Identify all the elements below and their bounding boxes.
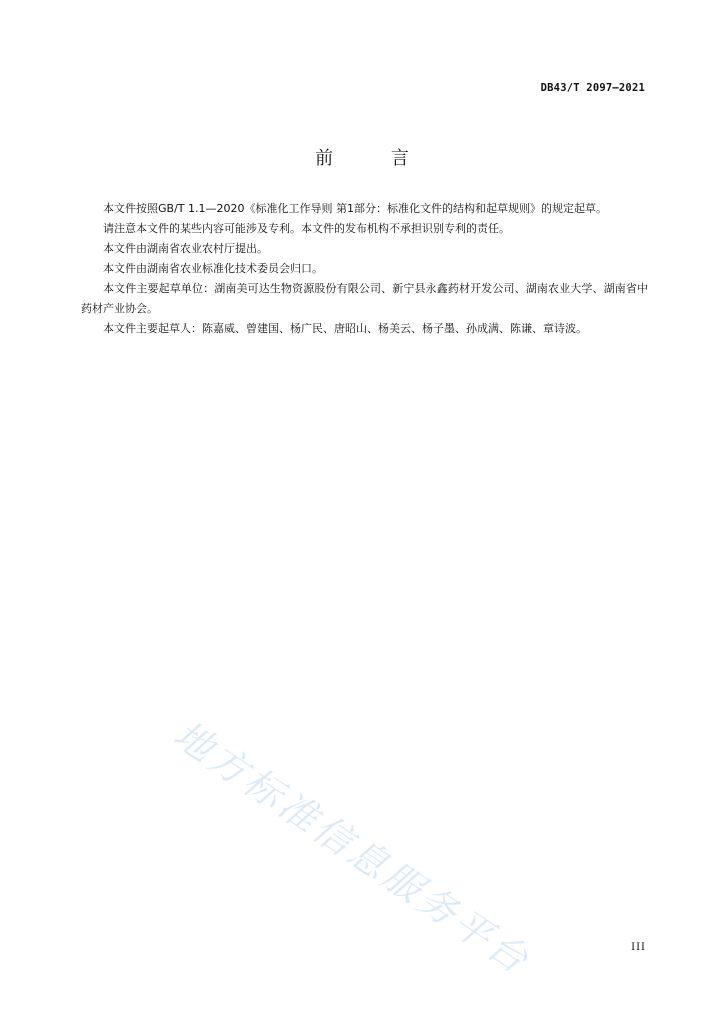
page-number: III — [631, 942, 646, 953]
paragraph-drafting-rules: 本文件按照GB/T 1.1—2020《标准化工作导则 第1部分：标准化文件的结构和起草规则》的规定起草。 — [103, 202, 607, 215]
paragraph-drafters: 本文件主要起草人：陈嘉威、曾建国、杨广民、唐昭山、杨美云、杨子墨、孙成满、陈谦、章诗波。 — [103, 322, 587, 335]
paragraph-centralized-unit: 本文件由湖南省农业标准化技术委员会归口。 — [103, 262, 323, 275]
foreword-body — [81, 199, 648, 339]
paragraph-patent-notice: 请注意本文件的某些内容可能涉及专利。本文件的发布机构不承担识别专利的责任。 — [103, 222, 510, 235]
paragraph-drafting-units: 本文件主要起草单位：湖南美可达生物资源股份有限公司、新宁县永鑫药材开发公司、湖南农业大学、湖南省中药材产业协会。 — [81, 282, 648, 315]
paragraph-proposer: 本文件由湖南省农业农村厅提出。 — [103, 242, 268, 255]
document-code: DB43/T 2097—2021 — [540, 82, 645, 94]
watermark: 地方标准信息服务平台 — [165, 712, 539, 984]
page-title: 前 言 — [315, 148, 435, 169]
